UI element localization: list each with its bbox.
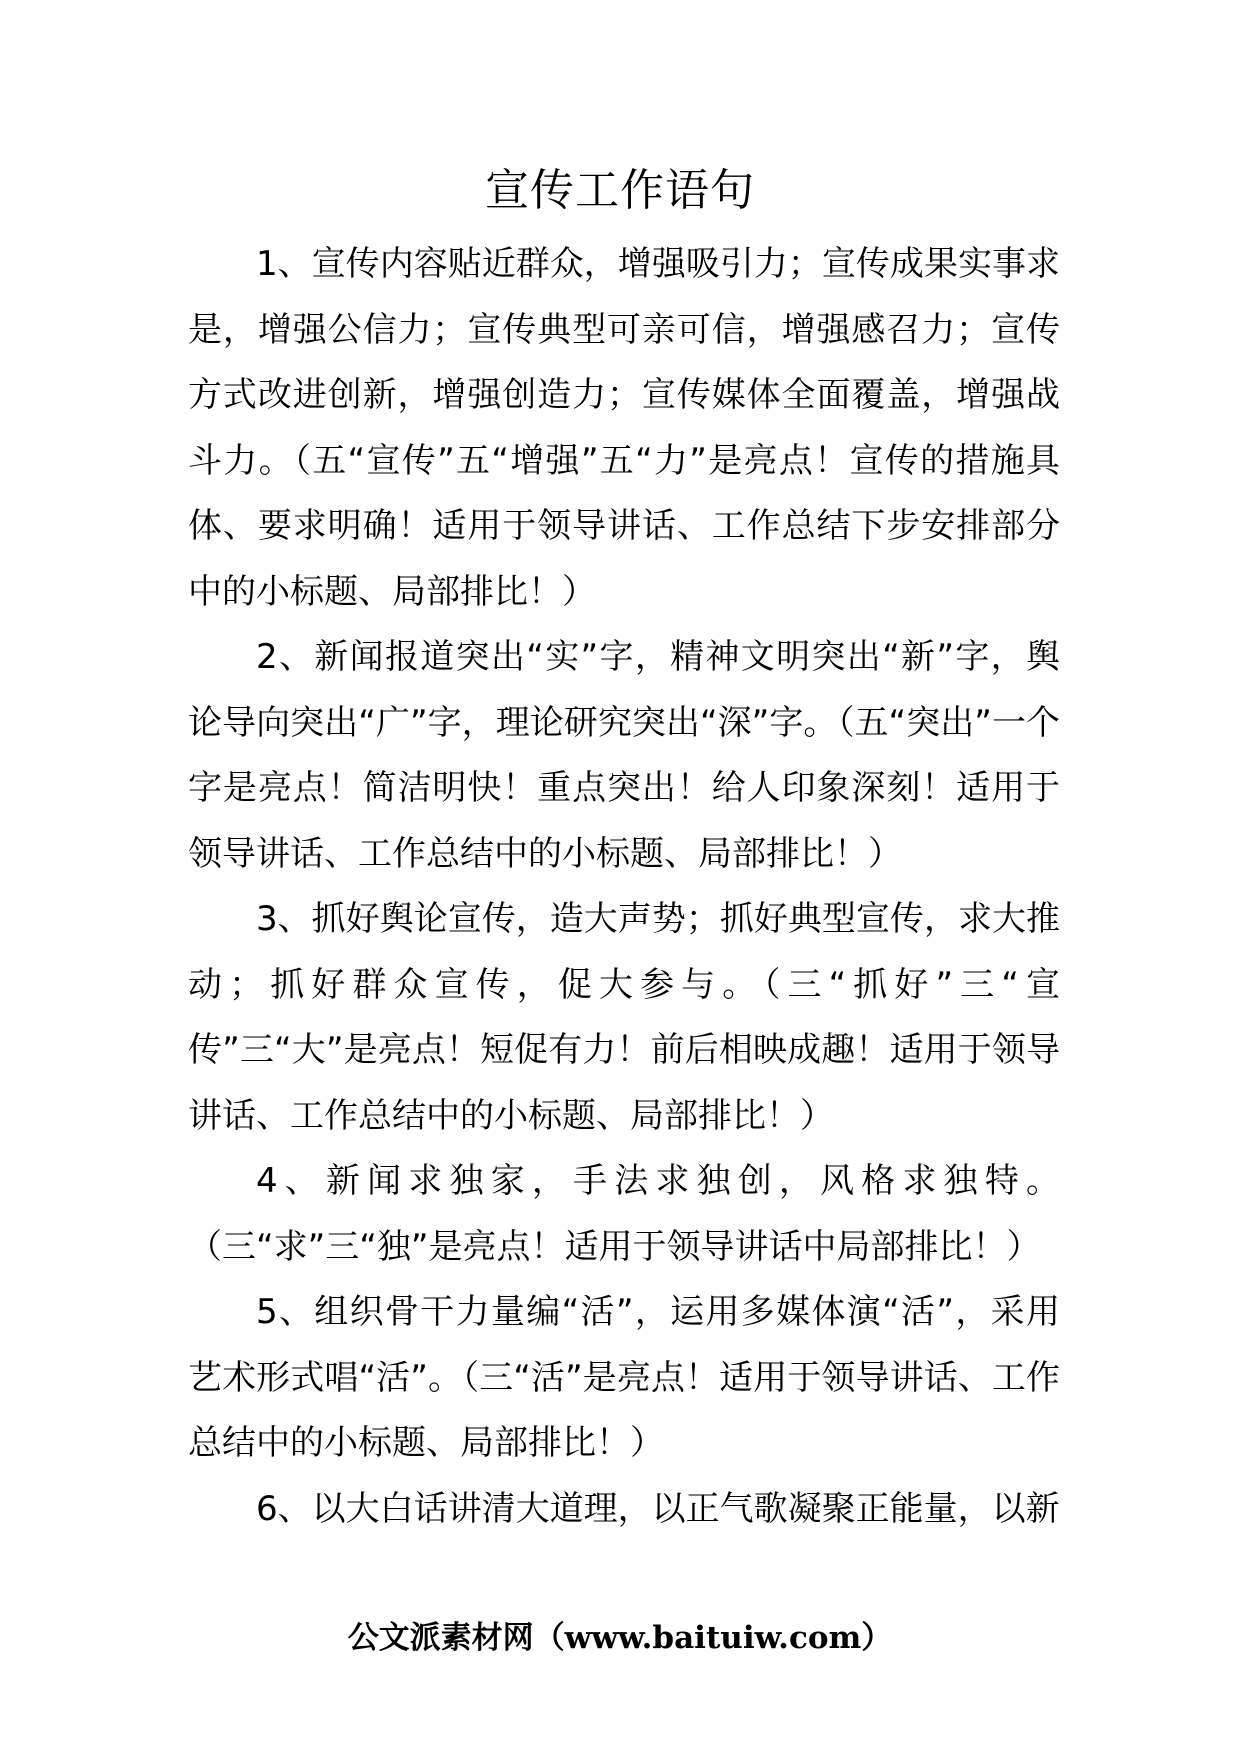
footer-site-name: 公文派素材网	[347, 1620, 534, 1656]
document-title: 宣传工作语句	[485, 165, 755, 216]
paragraph-4: 4、新闻求独家，手法求独创，风格求独特。（三“求”三“独”是亮点！适用于领导讲话中局部排比！）	[188, 1161, 1060, 1267]
paragraph-2: 2、新闻报道突出“实”字，精神文明突出“新”字，舆论导向突出“广”字，理论研究突出“深”字。（五“突出”一个字是亮点！简洁明快！重点突出！给人印象深刻！适用于领导讲话、工作总结中的小标题、局部排比！）	[188, 637, 1060, 874]
paragraph-5: 5、组织骨干力量编“活”，运用多媒体演“活”，采用艺术形式唱“活”。（三“活”是亮点！适用于领导讲话、工作总结中的小标题、局部排比！）	[188, 1292, 1060, 1463]
footer-site-url: （www.baituiw.com）	[533, 1620, 893, 1656]
document-body	[188, 232, 1060, 1542]
paragraph-6: 6、以大白话讲清大道理，以正气歌凝聚正能量，以新	[256, 1488, 1060, 1529]
page-footer	[0, 1620, 1240, 1657]
paragraph-3: 3、抓好舆论宣传，造大声势；抓好典型宣传，求大推动；抓好群众宣传，促大参与。（三“抓好”三“宣传”三“大”是亮点！短促有力！前后相映成趣！适用于领导讲话、工作总结中的小标题、局部排比！）	[188, 899, 1060, 1136]
paragraph-1: 1、宣传内容贴近群众，增强吸引力；宣传成果实事求是，增强公信力；宣传典型可亲可信，增强感召力；宣传方式改进创新，增强创造力；宣传媒体全面覆盖，增强战斗力。（五“宣传”五“增强”五“力”是亮点！宣传的措施具体、要求明确！适用于领导讲话、工作总结下步安排部分中的小标题、局部排比！）	[188, 244, 1060, 612]
